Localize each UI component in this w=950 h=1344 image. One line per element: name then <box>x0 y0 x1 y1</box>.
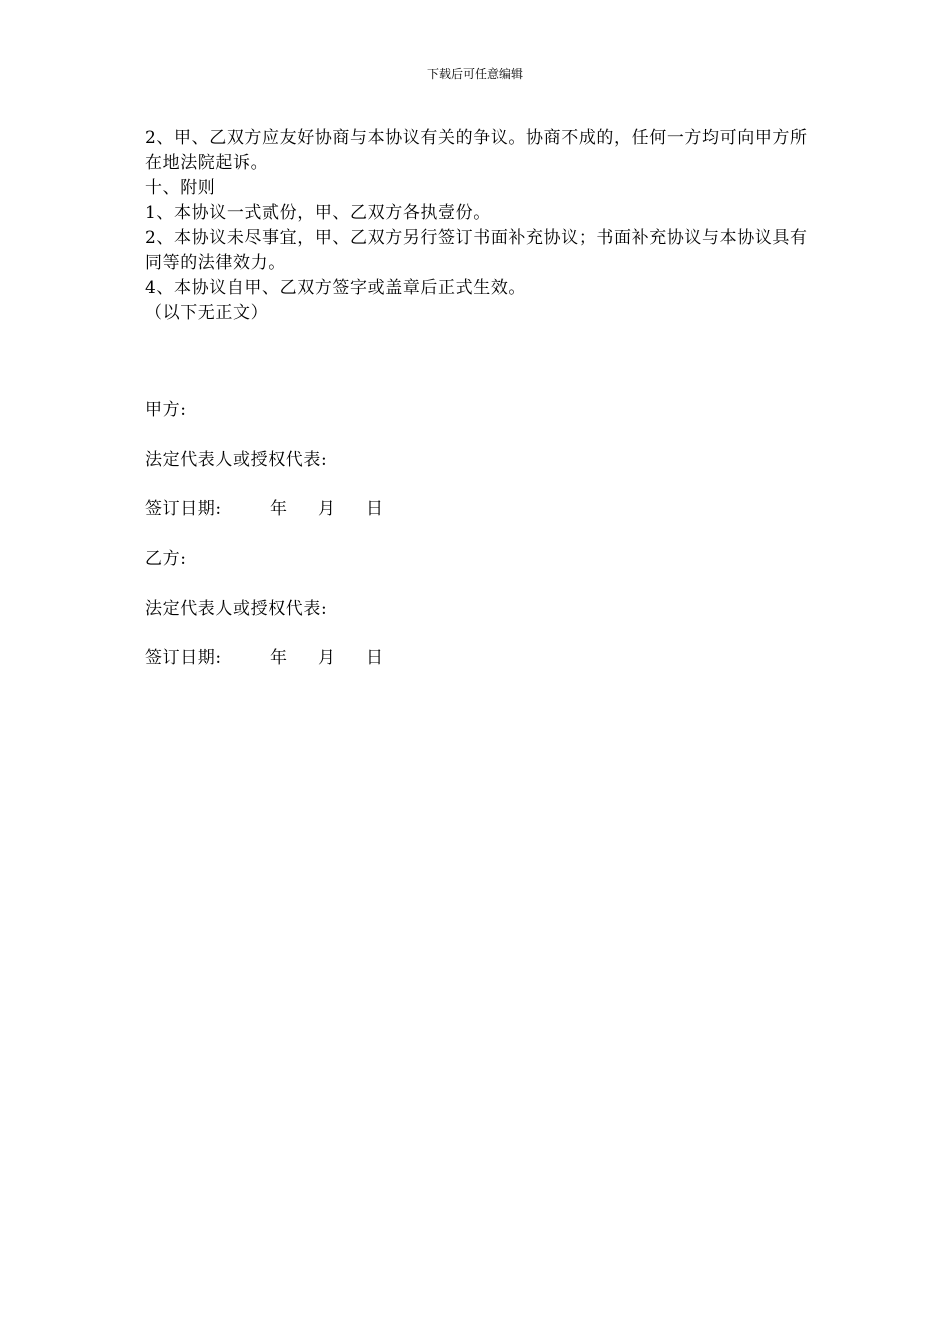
clause-copies: 1、本协议一式贰份，甲、乙双方各执壹份。 <box>145 203 491 223</box>
party-b-label: 乙方: <box>145 549 187 569</box>
party-b-day-label: 日 <box>366 648 383 668</box>
section-heading-supplementary: 十、附则 <box>145 178 216 198</box>
party-b-date-label: 签订日期: <box>145 648 222 668</box>
page-header: 下载后可任意编辑 <box>426 67 523 81</box>
clause-dispute-resolution: 2、甲、乙双方应友好协商与本协议有关的争议。协商不成的，任何一方均可向甲方所在地法院起诉。 <box>145 128 808 173</box>
clause-effectiveness: 4、本协议自甲、乙双方签字或盖章后正式生效。 <box>145 278 527 298</box>
party-a-month-label: 月 <box>318 499 335 519</box>
party-a-date-label: 签订日期: <box>145 499 222 519</box>
party-b-month-label: 月 <box>318 648 335 668</box>
party-b-representative-label: 法定代表人或授权代表: <box>145 599 328 619</box>
clause-supplementary-agreement: 2、本协议未尽事宜，甲、乙双方另行签订书面补充协议；书面补充协议与本协议具有同等的法律效力。 <box>145 228 808 273</box>
party-a-label: 甲方: <box>145 400 187 420</box>
party-b-year-label: 年 <box>270 648 287 668</box>
party-a-year-label: 年 <box>270 499 287 519</box>
party-a-day-label: 日 <box>366 499 383 519</box>
end-of-text-note: （以下无正文） <box>145 303 269 323</box>
agreement-body <box>145 126 813 326</box>
party-a-representative-label: 法定代表人或授权代表: <box>145 450 328 470</box>
